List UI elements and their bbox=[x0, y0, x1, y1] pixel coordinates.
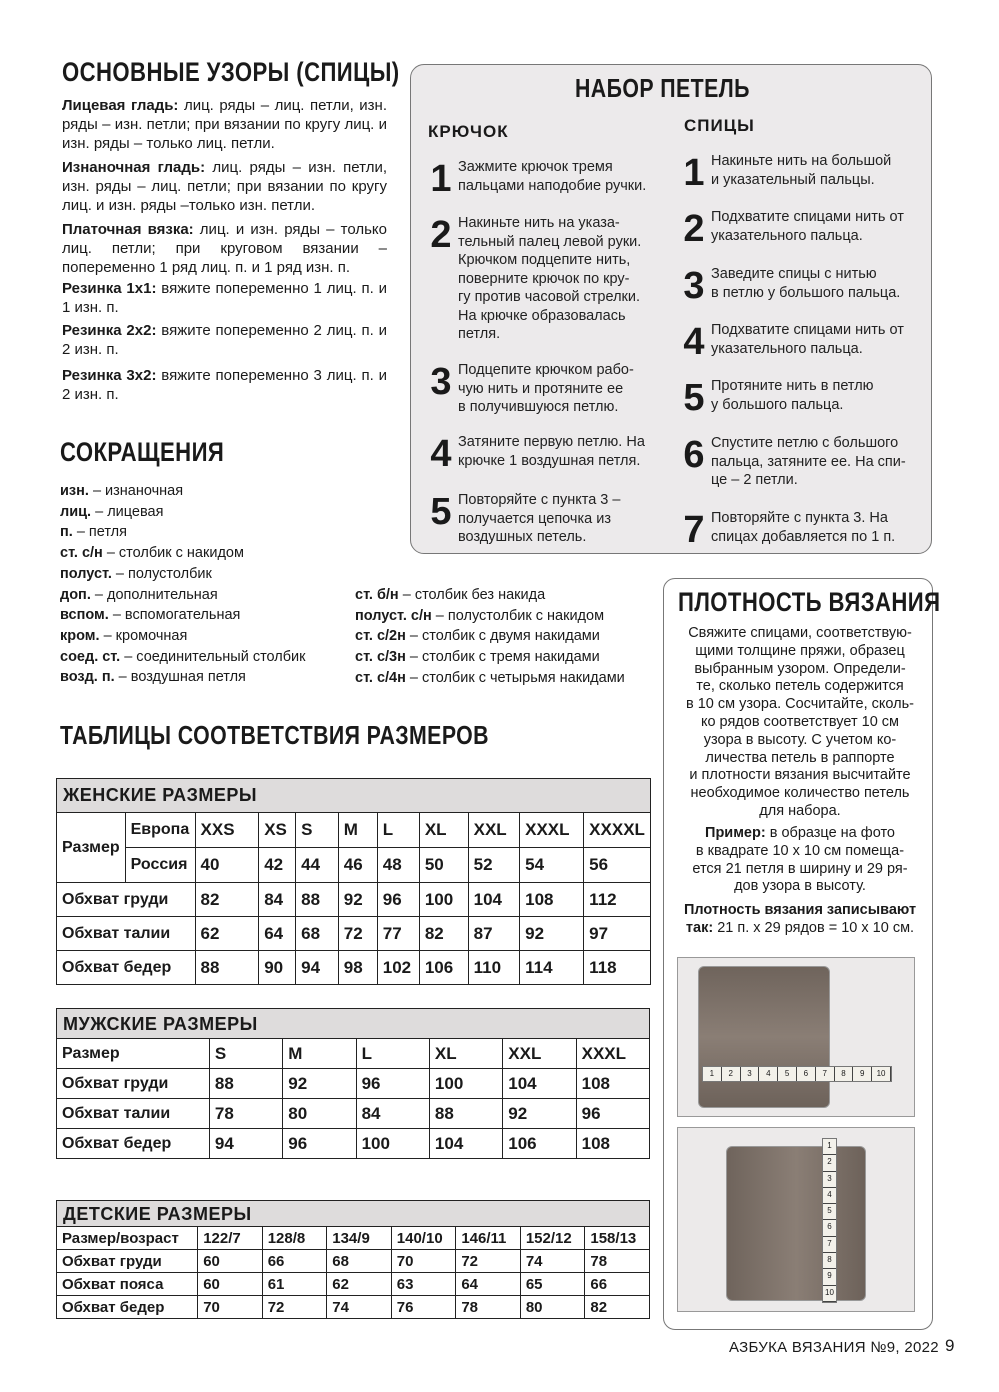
density-line: Свяжите спицами, соответствую- bbox=[688, 625, 912, 641]
step-number: 3 bbox=[683, 265, 705, 307]
table-cell: 64 bbox=[259, 917, 296, 951]
table-cell: 61 bbox=[262, 1273, 327, 1296]
abbreviation-item bbox=[60, 522, 306, 543]
measuring-tape-horizontal bbox=[702, 1066, 892, 1082]
magazine-footer: АЗБУКА ВЯЗАНИЯ №9, 2022 bbox=[729, 1339, 939, 1356]
step-number: 2 bbox=[430, 214, 452, 256]
table-cell: XS bbox=[259, 813, 296, 848]
table-cell: 40 bbox=[195, 848, 259, 883]
table-cell: 98 bbox=[338, 951, 377, 985]
table-cell: 97 bbox=[584, 917, 651, 951]
table-cell: 52 bbox=[468, 848, 519, 883]
table-cell: 102 bbox=[377, 951, 419, 985]
table-row-label: Обхват груди bbox=[57, 1069, 210, 1099]
table-cell: 84 bbox=[356, 1099, 429, 1129]
men-table-title: МУЖСКИЕ РАЗМЕРЫ bbox=[56, 1008, 650, 1038]
table-cell: M bbox=[338, 813, 377, 848]
step-number: 1 bbox=[430, 158, 452, 200]
table-cell: 94 bbox=[296, 951, 339, 985]
table-cell: 104 bbox=[503, 1069, 576, 1099]
table-cell: 62 bbox=[195, 917, 259, 951]
table-cell: 90 bbox=[259, 951, 296, 985]
step-text: Подхватите спицами нить от указательного пальца. bbox=[711, 322, 904, 357]
abbreviation-item bbox=[355, 585, 625, 606]
table-cell: 72 bbox=[338, 917, 377, 951]
men-sizes-table bbox=[56, 1038, 650, 1159]
table-cell: 65 bbox=[520, 1273, 585, 1296]
table-row bbox=[57, 813, 651, 848]
abbreviation-value: – вспомогательная bbox=[108, 607, 241, 624]
table-cell: 104 bbox=[468, 883, 519, 917]
density-example: Пример: в образце на фото в квадрате 10 x 10 см помеща- ется 21 петля в ширину и 29 ря- дов узора в высоту. bbox=[692, 825, 908, 895]
table-cell: XXXXL bbox=[584, 813, 651, 848]
table-cell: 106 bbox=[419, 951, 468, 985]
table-cell: XXL bbox=[468, 813, 519, 848]
table-cell: 68 bbox=[327, 1250, 392, 1273]
sizes-title: ТАБЛИЦЫ СООТВЕТСТВИЯ РАЗМЕРОВ bbox=[60, 720, 489, 750]
density-line: в 10 см узора. Сосчитайте, сколь- bbox=[686, 696, 914, 713]
step-number: 3 bbox=[430, 361, 452, 403]
patterns-title: ОСНОВНЫЕ УЗОРЫ (СПИЦЫ) bbox=[62, 57, 400, 87]
step-number: 4 bbox=[683, 321, 705, 363]
tape-mark: 1 bbox=[703, 1067, 722, 1081]
table-row bbox=[57, 883, 651, 917]
step-text: Повторяйте с пункта 3 – получается цепочка из воздушных петель. bbox=[458, 492, 621, 545]
table-cell: 60 bbox=[198, 1273, 263, 1296]
abbreviation-key: ст. с/4н bbox=[355, 669, 406, 686]
tape-mark: 10 bbox=[823, 1286, 836, 1302]
pattern-text: лиц. и изн. ряды – только лиц. петли; при круговом вязании – попеременно 1 ряд лиц. п. и 1 ряд изн. п. bbox=[62, 221, 387, 276]
abbreviation-item bbox=[60, 585, 306, 606]
abbreviation-value: – столбик с накидом bbox=[102, 545, 244, 562]
abbreviation-value: – столбик с тремя накидами bbox=[405, 649, 600, 666]
density-text bbox=[678, 625, 922, 821]
table-cell: 72 bbox=[456, 1250, 521, 1273]
table-cell: L bbox=[377, 813, 419, 848]
table-cell: 96 bbox=[377, 883, 419, 917]
table-header-cell: 146/11 bbox=[456, 1227, 521, 1250]
table-cell: 118 bbox=[584, 951, 651, 985]
table-cell: 66 bbox=[585, 1273, 650, 1296]
table-row bbox=[57, 951, 651, 985]
kids-sizes-table bbox=[56, 1226, 650, 1319]
step-text: Зажмите крючок тремя пальцами наподобие ручки. bbox=[458, 159, 647, 194]
abbreviation-key: ст. с/2н bbox=[355, 628, 406, 645]
density-line: и плотности вязания высчитайте bbox=[689, 767, 911, 784]
abbreviations-title: СОКРАЩЕНИЯ bbox=[60, 437, 225, 467]
density-line: те, сколько петель содержится bbox=[696, 678, 904, 695]
needles-title: СПИЦЫ bbox=[684, 116, 755, 135]
abbreviation-value: – столбик без накида bbox=[398, 587, 546, 603]
table-cell: 78 bbox=[209, 1099, 282, 1129]
abbreviation-item bbox=[60, 626, 306, 647]
table-cell: 70 bbox=[198, 1296, 263, 1319]
table-header-cell: M bbox=[283, 1039, 356, 1069]
abbreviation-item bbox=[60, 647, 306, 668]
step-text: Повторяйте с пункта 3. На спицах добавляется по 1 п. bbox=[711, 510, 896, 545]
abbreviation-key: полуст. с/н bbox=[355, 607, 432, 624]
table-header-cell: Европа bbox=[125, 813, 195, 848]
table-row bbox=[57, 917, 651, 951]
table-cell: 100 bbox=[356, 1129, 429, 1159]
table-row-label: Обхват груди bbox=[57, 883, 196, 917]
step-text: Подцепите крючком рабо- чую нить и протяните ее в получившуюся петлю. bbox=[458, 362, 634, 415]
table-cell: 104 bbox=[429, 1129, 502, 1159]
table-header-cell: 158/13 bbox=[585, 1227, 650, 1250]
table-cell: 62 bbox=[327, 1273, 392, 1296]
tape-mark: 1 bbox=[823, 1139, 836, 1155]
tape-mark: 4 bbox=[759, 1067, 778, 1081]
abbreviations-right bbox=[355, 585, 625, 689]
abbreviation-key: полуст. bbox=[60, 565, 112, 582]
abbreviation-item bbox=[60, 502, 306, 523]
table-cell: S bbox=[296, 813, 339, 848]
hook-title: КРЮЧОК bbox=[428, 122, 509, 141]
density-record: Плотность вязания записывают так: 21 п. x 29 рядов = 10 x 10 см. bbox=[683, 902, 917, 936]
table-cell: XL bbox=[419, 813, 468, 848]
knit-swatch-2 bbox=[726, 1146, 866, 1301]
table-cell: 108 bbox=[576, 1129, 649, 1159]
abbreviation-key: изн. bbox=[60, 483, 89, 499]
table-cell: 114 bbox=[520, 951, 584, 985]
pattern-item bbox=[62, 321, 387, 359]
table-cell: XXXL bbox=[520, 813, 584, 848]
pattern-item bbox=[62, 366, 387, 404]
tape-mark: 3 bbox=[823, 1172, 836, 1188]
abbreviation-key: вспом. bbox=[60, 607, 109, 624]
table-header-cell: Размер bbox=[57, 1039, 210, 1069]
table-row bbox=[57, 1250, 650, 1273]
abbreviation-item bbox=[355, 626, 625, 647]
abbreviation-key: ст. с/н bbox=[60, 545, 103, 562]
table-cell: 74 bbox=[520, 1250, 585, 1273]
table-header-cell: 140/10 bbox=[391, 1227, 456, 1250]
pattern-item bbox=[62, 96, 387, 153]
table-cell: 70 bbox=[391, 1250, 456, 1273]
table-cell: 106 bbox=[503, 1129, 576, 1159]
pattern-text: вяжите попеременно 1 лиц. п. и 1 изн. п. bbox=[62, 280, 388, 316]
tape-mark: 3 bbox=[741, 1067, 760, 1081]
step-number: 2 bbox=[683, 208, 705, 250]
abbreviation-key: возд. п. bbox=[60, 669, 115, 686]
abbreviation-item bbox=[60, 667, 306, 688]
women-table-title: ЖЕНСКИЕ РАЗМЕРЫ bbox=[56, 778, 651, 812]
density-line: ко рядов соответствует 10 см bbox=[700, 713, 900, 730]
table-cell: 56 bbox=[584, 848, 651, 883]
step-text: Накиньте нить на большой и указательный пальцы. bbox=[711, 153, 892, 188]
step-number: 1 bbox=[683, 152, 705, 194]
abbreviation-value: – соединительный столбик bbox=[120, 648, 306, 665]
step-text: Протяните нить в петлю у большого пальца. bbox=[711, 378, 874, 413]
table-cell: 88 bbox=[296, 883, 339, 917]
abbreviation-item bbox=[60, 605, 306, 626]
abbreviation-key: кром. bbox=[60, 627, 100, 644]
abbreviation-value: – столбик с четырьмя накидами bbox=[405, 669, 625, 686]
table-cell: 88 bbox=[429, 1099, 502, 1129]
abbreviation-item bbox=[60, 481, 306, 502]
abbreviation-item bbox=[355, 668, 625, 689]
table-cell: 88 bbox=[195, 951, 259, 985]
table-row bbox=[57, 1069, 650, 1099]
tape-mark: 8 bbox=[823, 1253, 836, 1269]
abbreviations-left bbox=[60, 481, 306, 688]
step-text: Спустите петлю с большого пальца, затяните ее. На спи- це – 2 петли. bbox=[711, 435, 906, 488]
abbreviation-key: ст. с/3н bbox=[355, 649, 406, 666]
abbreviation-key: лиц. bbox=[60, 503, 92, 520]
abbreviation-key: п. bbox=[60, 524, 73, 541]
abbreviation-value: – дополнительная bbox=[90, 586, 218, 603]
table-cell: 96 bbox=[576, 1099, 649, 1129]
step-number: 6 bbox=[683, 434, 705, 476]
abbreviation-value: – кромочная bbox=[99, 627, 188, 644]
table-cell: 63 bbox=[391, 1273, 456, 1296]
density-line: щими толщине пряжи, образец bbox=[695, 642, 905, 659]
caston-box bbox=[410, 64, 932, 554]
tape-mark: 7 bbox=[823, 1237, 836, 1253]
table-cell: 78 bbox=[456, 1296, 521, 1319]
table-cell: 76 bbox=[391, 1296, 456, 1319]
table-cell: 74 bbox=[327, 1296, 392, 1319]
table-row-label: Обхват бедер bbox=[57, 1296, 198, 1319]
density-box bbox=[663, 578, 941, 1330]
table-row bbox=[57, 1099, 650, 1129]
abbreviation-item bbox=[60, 543, 306, 564]
pattern-text: вяжите попеременно 3 лиц. п. и 2 изн. п. bbox=[62, 367, 388, 403]
kids-table-title: ДЕТСКИЕ РАЗМЕРЫ bbox=[56, 1200, 650, 1226]
density-line: выбранным узором. Определи- bbox=[694, 660, 906, 677]
table-header-cell: Размер bbox=[57, 813, 126, 883]
table-row bbox=[57, 1227, 650, 1250]
tape-mark: 2 bbox=[823, 1155, 836, 1171]
swatch-photo-horizontal bbox=[677, 957, 915, 1117]
pattern-text: лиц. ряды – лиц. петли, изн. ряды – изн. петли; при вязании по кругу лиц. и изн. ряды – только лиц. петли. bbox=[62, 97, 387, 152]
table-cell: 82 bbox=[195, 883, 259, 917]
table-row bbox=[57, 1129, 650, 1159]
table-cell: 46 bbox=[338, 848, 377, 883]
abbreviation-value: – лицевая bbox=[91, 503, 164, 520]
example-label: Пример: bbox=[705, 825, 766, 841]
table-cell: 96 bbox=[356, 1069, 429, 1099]
abbreviation-value: – изнаночная bbox=[88, 483, 184, 499]
pattern-item bbox=[62, 279, 387, 317]
tape-mark: 6 bbox=[797, 1067, 816, 1081]
table-header-cell: XXXL bbox=[576, 1039, 649, 1069]
density-line: личества петель в раппорте bbox=[705, 749, 895, 766]
table-cell: 108 bbox=[520, 883, 584, 917]
pattern-name: Резинка 2x2: bbox=[62, 322, 157, 339]
tape-mark: 10 bbox=[872, 1067, 891, 1081]
pattern-text: вяжите попеременно 2 лиц. п. и 2 изн. п. bbox=[62, 322, 388, 358]
pattern-text: лиц. ряды – изн. петли, изн. ряды – лиц. петли; при вязании по кругу лиц. и изн. ряды –только изн. петли. bbox=[62, 159, 387, 214]
table-row-label: Обхват пояса bbox=[57, 1273, 198, 1296]
table-cell: 112 bbox=[584, 883, 651, 917]
table-cell: 92 bbox=[283, 1069, 356, 1099]
table-header-cell: 122/7 bbox=[198, 1227, 263, 1250]
table-cell: XXS bbox=[195, 813, 259, 848]
table-header-cell: XL bbox=[429, 1039, 502, 1069]
tape-mark: 9 bbox=[823, 1269, 836, 1285]
step-text: Накиньте нить на указа- тельный палец левой руки. Крючком подцепите нить, поверните крючок по кру- гу против часовой стрелки. На крючке образовалась петля. bbox=[458, 215, 642, 342]
table-cell: 66 bbox=[262, 1250, 327, 1273]
table-cell: 87 bbox=[468, 917, 519, 951]
density-line: узора в высоту. С учетом ко- bbox=[703, 731, 897, 748]
table-cell: 72 bbox=[262, 1296, 327, 1319]
table-row bbox=[57, 1296, 650, 1319]
abbreviation-item bbox=[355, 647, 625, 668]
table-cell: 50 bbox=[419, 848, 468, 883]
table-header-cell: Россия bbox=[125, 848, 195, 883]
table-cell: 88 bbox=[209, 1069, 282, 1099]
tape-mark: 6 bbox=[823, 1220, 836, 1236]
tape-mark: 7 bbox=[816, 1067, 835, 1081]
step-number: 4 bbox=[430, 433, 452, 475]
table-cell: 100 bbox=[429, 1069, 502, 1099]
table-cell: 92 bbox=[520, 917, 584, 951]
table-row-label: Обхват талии bbox=[57, 1099, 210, 1129]
density-title: ПЛОТНОСТЬ ВЯЗАНИЯ bbox=[678, 587, 941, 617]
table-cell: 54 bbox=[520, 848, 584, 883]
table-cell: 42 bbox=[259, 848, 296, 883]
tape-mark: 5 bbox=[778, 1067, 797, 1081]
table-cell: 64 bbox=[456, 1273, 521, 1296]
pattern-name: Резинка 3x2: bbox=[62, 367, 157, 384]
table-cell: 78 bbox=[585, 1250, 650, 1273]
table-cell: 77 bbox=[377, 917, 419, 951]
tape-mark: 9 bbox=[853, 1067, 872, 1081]
table-header-cell: 152/12 bbox=[520, 1227, 585, 1250]
table-cell: 82 bbox=[419, 917, 468, 951]
abbreviation-item bbox=[355, 606, 625, 627]
table-header-cell: 134/9 bbox=[327, 1227, 392, 1250]
density-line: необходимое количество петель bbox=[690, 785, 910, 802]
table-cell: 48 bbox=[377, 848, 419, 883]
tape-mark: 4 bbox=[823, 1188, 836, 1204]
pattern-item bbox=[62, 158, 387, 215]
table-row bbox=[57, 1273, 650, 1296]
abbreviation-key: доп. bbox=[60, 586, 91, 603]
step-text: Подхватите спицами нить от указательного пальца. bbox=[711, 209, 904, 244]
density-line: для набора. bbox=[759, 802, 841, 819]
table-cell: 110 bbox=[468, 951, 519, 985]
table-header-cell: XXL bbox=[503, 1039, 576, 1069]
abbreviation-value: – столбик с двумя накидами bbox=[405, 628, 600, 645]
tape-mark: 2 bbox=[722, 1067, 741, 1081]
table-cell: 68 bbox=[296, 917, 339, 951]
table-header-cell: L bbox=[356, 1039, 429, 1069]
step-text: Заведите спицы с нитью в петлю у большого пальца. bbox=[711, 266, 901, 301]
abbreviation-key: соед. ст. bbox=[60, 648, 121, 665]
abbreviation-item bbox=[60, 564, 306, 585]
table-row-label: Обхват бедер bbox=[57, 1129, 210, 1159]
measuring-tape-vertical bbox=[822, 1138, 837, 1303]
step-number: 7 bbox=[683, 509, 705, 551]
table-cell: 92 bbox=[338, 883, 377, 917]
table-cell: 82 bbox=[585, 1296, 650, 1319]
caston-title: НАБОР ПЕТЕЛЬ bbox=[575, 73, 750, 103]
abbreviation-value: – воздушная петля bbox=[114, 669, 246, 686]
abbreviation-key: ст. б/н bbox=[355, 587, 399, 603]
table-cell: 108 bbox=[576, 1069, 649, 1099]
pattern-name: Изнаночная гладь: bbox=[62, 159, 206, 176]
table-row-label: Обхват талии bbox=[57, 917, 196, 951]
page-number: 9 bbox=[945, 1336, 955, 1355]
abbreviation-value: – полустолбик с накидом bbox=[431, 607, 605, 624]
pattern-name: Лицевая гладь: bbox=[62, 97, 179, 114]
table-cell: 100 bbox=[419, 883, 468, 917]
swatch-photo-vertical bbox=[677, 1127, 915, 1312]
table-cell: 84 bbox=[259, 883, 296, 917]
table-cell: 60 bbox=[198, 1250, 263, 1273]
table-header-cell: 128/8 bbox=[262, 1227, 327, 1250]
tape-mark: 8 bbox=[835, 1067, 854, 1081]
knit-swatch bbox=[698, 966, 830, 1108]
table-cell: 80 bbox=[283, 1099, 356, 1129]
table-cell: 80 bbox=[520, 1296, 585, 1319]
table-row-label: Обхват бедер bbox=[57, 951, 196, 985]
table-cell: 96 bbox=[283, 1129, 356, 1159]
pattern-name: Платочная вязка: bbox=[62, 221, 194, 238]
abbreviation-value: – петля bbox=[72, 524, 127, 541]
step-number: 5 bbox=[430, 491, 452, 533]
table-cell: 94 bbox=[209, 1129, 282, 1159]
abbreviation-value: – полустолбик bbox=[111, 565, 212, 582]
table-cell: 44 bbox=[296, 848, 339, 883]
tape-mark: 5 bbox=[823, 1204, 836, 1220]
table-row-label: Обхват груди bbox=[57, 1250, 198, 1273]
pattern-item bbox=[62, 220, 387, 277]
table-row bbox=[57, 1039, 650, 1069]
women-sizes-table bbox=[56, 812, 651, 985]
table-row bbox=[57, 848, 651, 883]
table-header-cell: Размер/возраст bbox=[57, 1227, 198, 1250]
pattern-name: Резинка 1x1: bbox=[62, 280, 157, 297]
step-text: Затяните первую петлю. На крючке 1 воздушная петля. bbox=[458, 434, 645, 469]
table-header-cell: S bbox=[209, 1039, 282, 1069]
step-number: 5 bbox=[683, 377, 705, 419]
table-cell: 92 bbox=[503, 1099, 576, 1129]
